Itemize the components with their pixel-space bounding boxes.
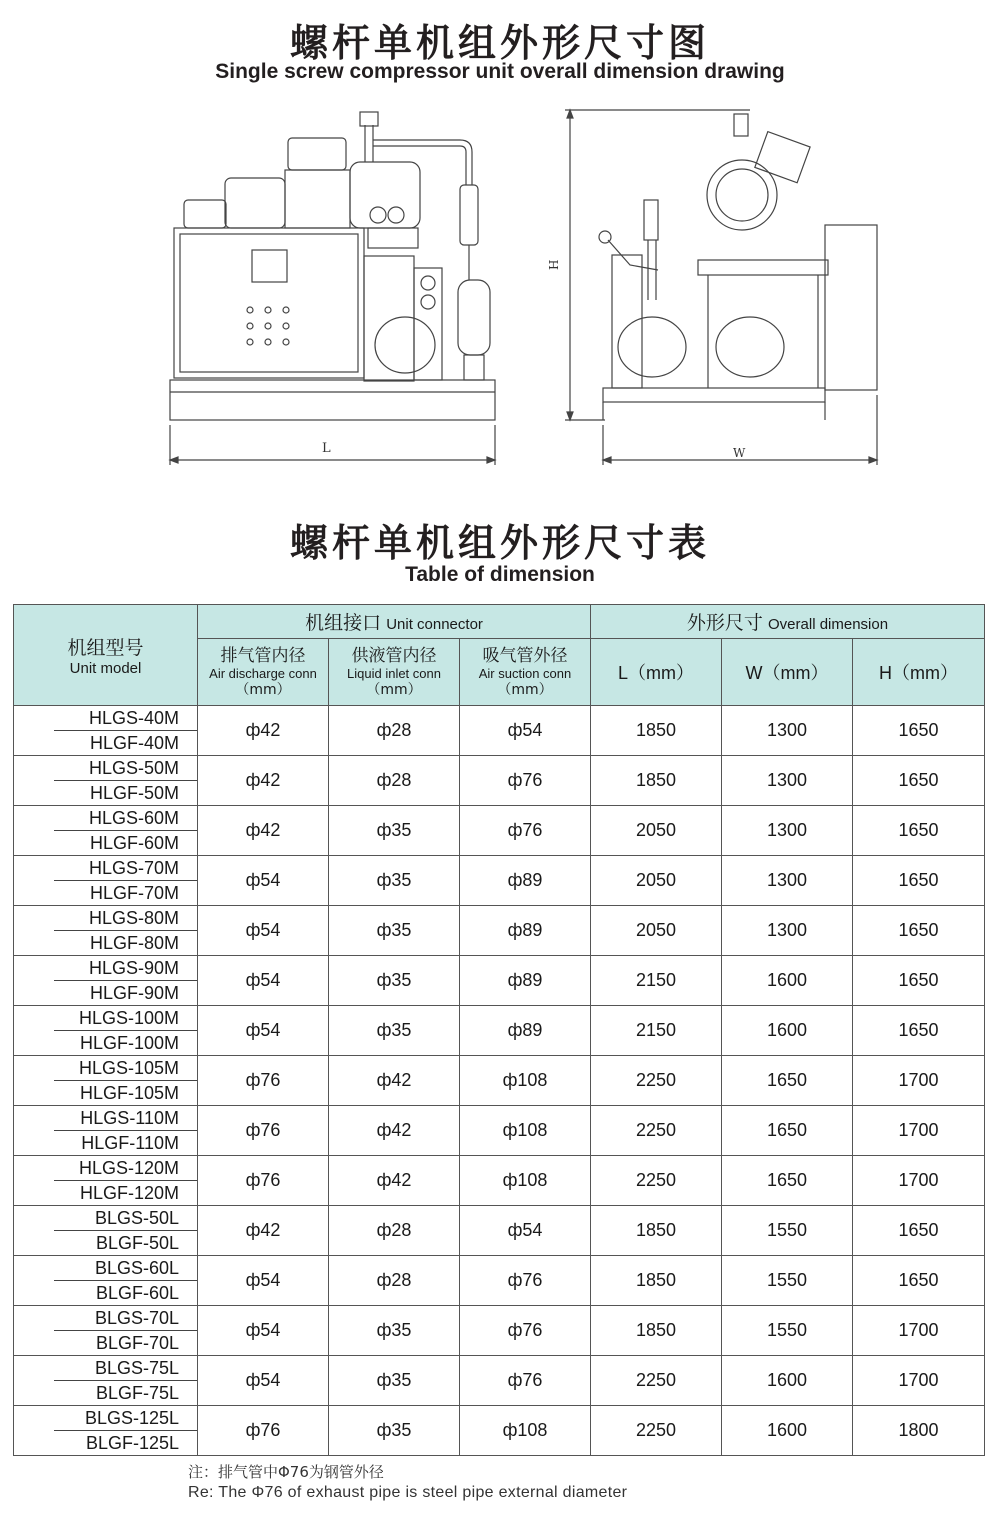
model-name-f: BLGF-75L (95, 1383, 179, 1403)
model-cell (14, 1406, 198, 1456)
table-row (14, 1356, 985, 1406)
suction-cell: ф54 (460, 1206, 591, 1256)
discharge-cell: ф76 (198, 1106, 329, 1156)
liquid-header-unit: （mm） (366, 681, 422, 698)
liquid-header (329, 639, 460, 706)
liquid-cell: ф42 (329, 1106, 460, 1156)
model-name-f: HLGF-90M (89, 983, 179, 1003)
height-cell: 1650 (853, 856, 985, 906)
liquid-cell: ф35 (329, 1306, 460, 1356)
model-name-s: HLGS-60M (54, 806, 197, 831)
discharge-cell: ф54 (198, 1256, 329, 1306)
overall-header (591, 605, 985, 639)
table-row (14, 856, 985, 906)
width-cell: 1300 (722, 856, 853, 906)
table-row (14, 706, 985, 756)
table-row (14, 806, 985, 856)
length-cell: 2050 (591, 806, 722, 856)
model-name-s: HLGS-110M (54, 1106, 197, 1131)
table-row (14, 1256, 985, 1306)
model-cell (14, 1056, 198, 1106)
model-cell (14, 1356, 198, 1406)
height-cell: 1650 (853, 1006, 985, 1056)
table-row (14, 1406, 985, 1456)
length-cell: 2250 (591, 1356, 722, 1406)
length-cell: 2150 (591, 1006, 722, 1056)
model-name-f: HLGF-80M (89, 933, 179, 953)
height-cell: 1650 (853, 956, 985, 1006)
discharge-cell: ф54 (198, 1006, 329, 1056)
model-name-f: BLGF-125L (85, 1433, 179, 1453)
model-cell (14, 956, 198, 1006)
height-cell: 1650 (853, 906, 985, 956)
liquid-cell: ф35 (329, 1006, 460, 1056)
length-cell: 2250 (591, 1056, 722, 1106)
model-name-f: HLGF-60M (89, 833, 179, 853)
table-row (14, 1106, 985, 1156)
suction-cell: ф89 (460, 856, 591, 906)
width-cell: 1600 (722, 956, 853, 1006)
model-name-f: HLGF-50M (89, 783, 179, 803)
length-cell: 2150 (591, 956, 722, 1006)
model-name-s: HLGS-50M (54, 756, 197, 781)
model-cell (14, 906, 198, 956)
model-name-f: HLGF-100M (79, 1033, 179, 1053)
liquid-cell: ф35 (329, 806, 460, 856)
table-row (14, 956, 985, 1006)
dimension-table (13, 604, 985, 1456)
suction-cell: ф108 (460, 1406, 591, 1456)
height-cell: 1650 (853, 756, 985, 806)
label-L: L (322, 441, 331, 456)
width-cell: 1650 (722, 1056, 853, 1106)
dimension-drawing (160, 100, 890, 470)
discharge-cell: ф76 (198, 1156, 329, 1206)
note-cn: 注：排气管中Φ76为钢管外径 (188, 1463, 384, 1481)
length-cell: 1850 (591, 1206, 722, 1256)
width-cell: 1300 (722, 706, 853, 756)
table-row (14, 906, 985, 956)
height-cell: 1650 (853, 806, 985, 856)
model-name-f: BLGF-70L (95, 1333, 179, 1353)
model-name-s: BLGS-50L (54, 1206, 197, 1231)
model-name-s: HLGS-80M (54, 906, 197, 931)
liquid-cell: ф35 (329, 1356, 460, 1406)
suction-cell: ф76 (460, 1306, 591, 1356)
discharge-cell: ф42 (198, 1206, 329, 1256)
height-cell: 1650 (853, 1206, 985, 1256)
liquid-cell: ф35 (329, 906, 460, 956)
table-body (14, 706, 985, 1456)
suction-header-cn: 吸气管外径 (482, 645, 568, 666)
liquid-header-en: Liquid inlet conn (347, 665, 441, 681)
width-cell: 1300 (722, 906, 853, 956)
discharge-header (198, 639, 329, 706)
liquid-cell: ф42 (329, 1056, 460, 1106)
width-cell: 1650 (722, 1106, 853, 1156)
height-cell: 1650 (853, 706, 985, 756)
discharge-cell: ф42 (198, 706, 329, 756)
model-name-f: BLGF-50L (95, 1233, 179, 1253)
model-header (14, 605, 198, 706)
discharge-cell: ф54 (198, 1356, 329, 1406)
label-H: H (547, 259, 561, 270)
suction-cell: ф76 (460, 1356, 591, 1406)
connector-header-cn: 机组接口 (305, 612, 382, 634)
drawing-title-en: Single screw compressor unit overall dimension drawing (215, 60, 785, 83)
liquid-cell: ф35 (329, 956, 460, 1006)
length-cell: 2250 (591, 1156, 722, 1206)
liquid-cell: ф28 (329, 756, 460, 806)
suction-header-unit: （mm） (497, 681, 553, 698)
front-view (170, 112, 495, 465)
width-cell: 1550 (722, 1206, 853, 1256)
model-cell (14, 1206, 198, 1256)
suction-cell: ф76 (460, 1256, 591, 1306)
length-cell: 2050 (591, 856, 722, 906)
model-name-s: HLGS-90M (54, 956, 197, 981)
discharge-cell: ф54 (198, 906, 329, 956)
length-header: L（mm） (591, 639, 722, 706)
discharge-cell: ф42 (198, 806, 329, 856)
suction-cell: ф89 (460, 956, 591, 1006)
model-cell (14, 1106, 198, 1156)
table-row (14, 1056, 985, 1106)
table-row (14, 1306, 985, 1356)
discharge-cell: ф54 (198, 856, 329, 906)
model-name-s: HLGS-120M (54, 1156, 197, 1181)
discharge-cell: ф42 (198, 756, 329, 806)
indicator-lights (247, 307, 289, 345)
discharge-header-en: Air discharge conn (209, 665, 317, 681)
discharge-header-unit: （mm） (235, 681, 291, 698)
model-name-f: HLGF-120M (79, 1183, 179, 1203)
length-cell: 2250 (591, 1406, 722, 1456)
side-view (565, 110, 877, 465)
suction-cell: ф76 (460, 806, 591, 856)
table-row (14, 756, 985, 806)
note-en: Re: The Φ76 of exhaust pipe is steel pipe external diameter (188, 1484, 628, 1501)
table-title-cn: 螺杆单机组外形尺寸表 (289, 521, 710, 565)
liquid-header-cn: 供液管内径 (351, 645, 437, 666)
length-cell: 1850 (591, 756, 722, 806)
connector-header-en: Unit connector (386, 616, 483, 633)
model-name-s: HLGS-40M (54, 706, 197, 731)
suction-cell: ф108 (460, 1156, 591, 1206)
model-name-f: HLGF-70M (89, 883, 179, 903)
discharge-cell: ф54 (198, 956, 329, 1006)
liquid-cell: ф28 (329, 706, 460, 756)
width-cell: 1550 (722, 1256, 853, 1306)
discharge-cell: ф76 (198, 1406, 329, 1456)
model-name-f: HLGF-105M (79, 1083, 179, 1103)
model-cell (14, 1306, 198, 1356)
discharge-header-cn: 排气管内径 (220, 645, 306, 666)
suction-cell: ф54 (460, 706, 591, 756)
model-name-s: BLGS-125L (54, 1406, 197, 1431)
model-name-s: HLGS-105M (54, 1056, 197, 1081)
width-cell: 1600 (722, 1356, 853, 1406)
width-cell: 1600 (722, 1006, 853, 1056)
model-cell (14, 706, 198, 756)
liquid-cell: ф35 (329, 1406, 460, 1456)
length-cell: 1850 (591, 706, 722, 756)
liquid-cell: ф28 (329, 1256, 460, 1306)
liquid-cell: ф42 (329, 1156, 460, 1206)
model-cell (14, 1156, 198, 1206)
discharge-cell: ф54 (198, 1306, 329, 1356)
model-cell (14, 856, 198, 906)
liquid-cell: ф28 (329, 1206, 460, 1256)
width-header: W（mm） (722, 639, 853, 706)
suction-cell: ф76 (460, 756, 591, 806)
table-row (14, 1156, 985, 1206)
model-name-s: HLGS-70M (54, 856, 197, 881)
height-header: H（mm） (853, 639, 985, 706)
height-cell: 1700 (853, 1056, 985, 1106)
drawing-title-cn: 螺杆单机组外形尺寸图 (289, 21, 710, 65)
suction-header (460, 639, 591, 706)
model-name-s: BLGS-60L (54, 1256, 197, 1281)
width-cell: 1550 (722, 1306, 853, 1356)
height-cell: 1700 (853, 1306, 985, 1356)
length-cell: 2250 (591, 1106, 722, 1156)
width-cell: 1600 (722, 1406, 853, 1456)
width-cell: 1300 (722, 756, 853, 806)
width-cell: 1300 (722, 806, 853, 856)
suction-header-en: Air suction conn (478, 665, 572, 681)
suction-cell: ф108 (460, 1056, 591, 1106)
length-cell: 1850 (591, 1256, 722, 1306)
height-cell: 1800 (853, 1406, 985, 1456)
model-cell (14, 1256, 198, 1306)
model-name-s: BLGS-70L (54, 1306, 197, 1331)
model-name-s: BLGS-75L (54, 1356, 197, 1381)
overall-header-en: Overall dimension (768, 616, 889, 633)
height-cell: 1700 (853, 1106, 985, 1156)
model-cell (14, 1006, 198, 1056)
table-row (14, 1006, 985, 1056)
table-row (14, 1206, 985, 1256)
model-cell (14, 806, 198, 856)
liquid-cell: ф35 (329, 856, 460, 906)
height-cell: 1650 (853, 1256, 985, 1306)
model-name-f: BLGF-60L (95, 1283, 179, 1303)
model-name-f: HLGF-40M (89, 733, 179, 753)
model-header-en: Unit model (69, 660, 142, 677)
length-cell: 1850 (591, 1306, 722, 1356)
model-cell (14, 756, 198, 806)
width-cell: 1650 (722, 1156, 853, 1206)
discharge-cell: ф76 (198, 1056, 329, 1106)
height-cell: 1700 (853, 1156, 985, 1206)
suction-cell: ф89 (460, 1006, 591, 1056)
suction-cell: ф108 (460, 1106, 591, 1156)
model-header-cn: 机组型号 (67, 637, 144, 659)
overall-header-cn: 外形尺寸 (686, 612, 763, 634)
connector-header (198, 605, 591, 639)
model-name-f: HLGF-110M (81, 1133, 179, 1153)
label-W: W (733, 446, 746, 460)
length-cell: 2050 (591, 906, 722, 956)
table-title-en: Table of dimension (405, 563, 595, 586)
suction-cell: ф89 (460, 906, 591, 956)
model-name-s: HLGS-100M (54, 1006, 197, 1031)
height-cell: 1700 (853, 1356, 985, 1406)
